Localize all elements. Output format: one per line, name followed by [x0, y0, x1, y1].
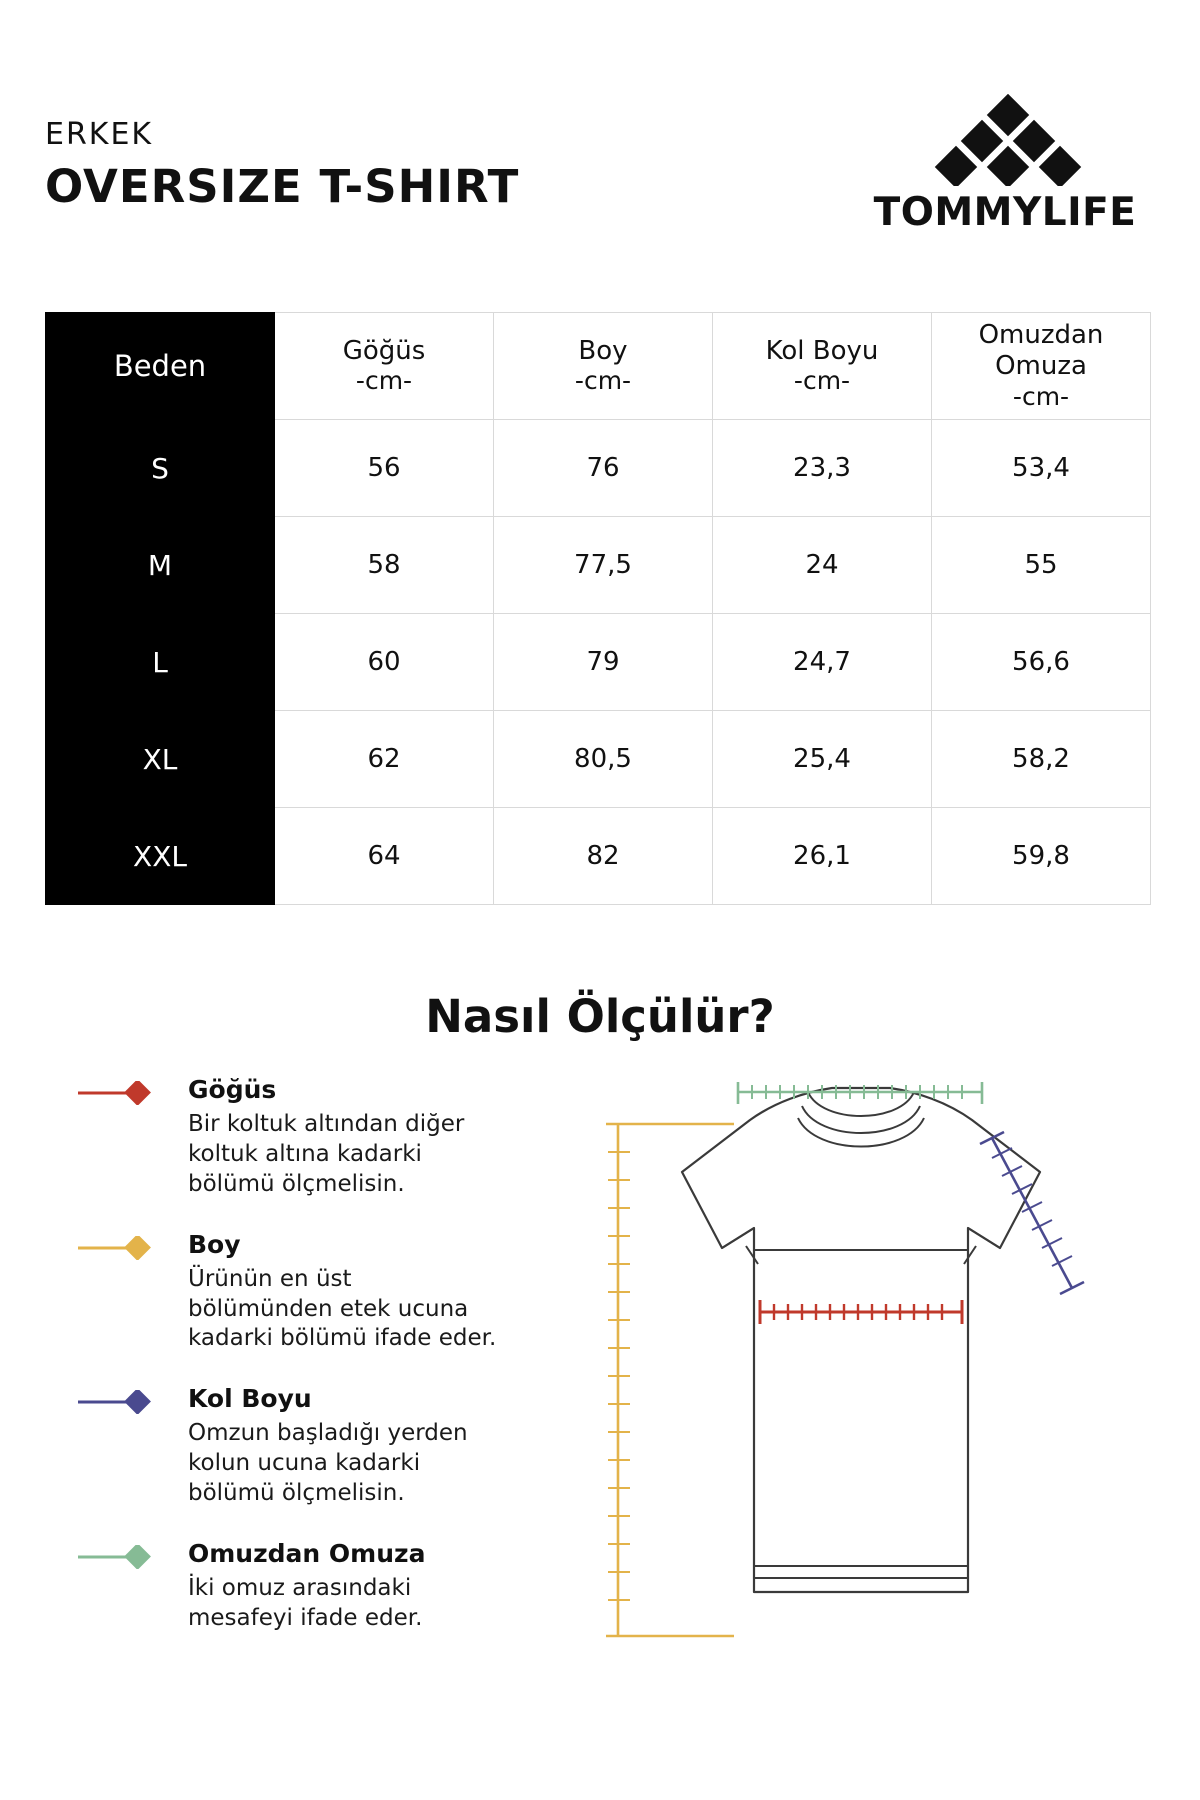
column-header-chest	[275, 313, 494, 420]
cell-length: 79	[494, 614, 713, 711]
product-title: OVERSIZE T-SHIRT	[45, 160, 520, 213]
cell-sleeve: 26,1	[713, 808, 932, 905]
cell-chest: 64	[275, 808, 494, 905]
legend-desc-shoulder: İki omuz arasındaki mesafeyi ifade eder.	[188, 1575, 423, 1631]
diamond-marker-icon	[78, 1236, 158, 1260]
column-header-size	[46, 313, 275, 420]
column-header-chest-label: Göğüs	[342, 335, 426, 366]
legend-item-sleeve	[78, 1384, 498, 1509]
cell-size: L	[46, 614, 275, 711]
table-row	[46, 711, 1151, 808]
table-row	[46, 808, 1151, 905]
legend-item-length	[78, 1230, 498, 1355]
diamond-marker-icon	[78, 1081, 158, 1105]
legend-item-shoulder	[78, 1539, 498, 1634]
size-table	[45, 312, 1151, 905]
cell-shoulder: 58,2	[932, 711, 1151, 808]
legend-desc-sleeve: Omzun başladığı yerden kolun ucuna kadarki bölümü ölçmelisin.	[188, 1420, 468, 1507]
column-header-sleeve-unit: -cm-	[793, 366, 851, 396]
cell-size: M	[46, 517, 275, 614]
cell-size: XL	[46, 711, 275, 808]
diamond-cluster-logo-icon	[855, 94, 1155, 186]
cell-shoulder: 56,6	[932, 614, 1151, 711]
cell-length: 80,5	[494, 711, 713, 808]
category-label: ERKEK	[45, 117, 154, 152]
cell-length: 76	[494, 420, 713, 517]
cell-shoulder: 59,8	[932, 808, 1151, 905]
legend-title-chest: Göğüs	[188, 1075, 277, 1104]
cell-chest: 60	[275, 614, 494, 711]
brand-block	[855, 94, 1155, 235]
column-header-size-label: Beden	[113, 348, 207, 383]
cell-size: XXL	[46, 808, 275, 905]
cell-sleeve: 25,4	[713, 711, 932, 808]
cell-length: 82	[494, 808, 713, 905]
cell-sleeve: 24,7	[713, 614, 932, 711]
cell-chest: 58	[275, 517, 494, 614]
column-header-length	[494, 313, 713, 420]
cell-chest: 56	[275, 420, 494, 517]
cell-shoulder: 55	[932, 517, 1151, 614]
measurement-legend	[78, 1075, 498, 1664]
legend-title-length: Boy	[188, 1229, 241, 1259]
page-title	[45, 118, 519, 213]
tshirt-measurement-diagram-icon	[560, 1080, 1160, 1700]
page-header	[45, 118, 1155, 263]
legend-title-shoulder: Omuzdan Omuza	[188, 1539, 426, 1569]
legend-desc-chest: Bir koltuk altından diğer koltuk altına kadarki bölümü ölçmelisin.	[188, 1111, 465, 1197]
table-row	[46, 420, 1151, 517]
howto-title: Nasıl Ölçülür?	[425, 990, 775, 1043]
cell-length: 77,5	[494, 517, 713, 614]
column-header-length-unit: -cm-	[574, 366, 632, 396]
cell-shoulder: 53,4	[932, 420, 1151, 517]
legend-title-sleeve: Kol Boyu	[188, 1384, 312, 1414]
cell-size: S	[46, 420, 275, 517]
cell-chest: 62	[275, 711, 494, 808]
legend-item-chest	[78, 1075, 498, 1200]
column-header-chest-unit: -cm-	[355, 366, 413, 396]
diamond-marker-icon	[78, 1545, 158, 1569]
table-header-row	[46, 313, 1151, 420]
column-header-length-label: Boy	[578, 335, 628, 366]
column-header-sleeve	[713, 313, 932, 420]
cell-sleeve: 24	[713, 517, 932, 614]
diamond-marker-icon	[78, 1390, 158, 1414]
table-row	[46, 517, 1151, 614]
column-header-sleeve-label: Kol Boyu	[765, 335, 879, 366]
column-header-shoulder	[932, 313, 1151, 420]
column-header-shoulder-label: Omuzdan Omuza	[978, 320, 1104, 381]
cell-sleeve: 23,3	[713, 420, 932, 517]
table-row	[46, 614, 1151, 711]
brand-name: TOMMYLIFE	[873, 190, 1137, 235]
column-header-shoulder-unit: -cm-	[1012, 381, 1070, 411]
legend-desc-length: Ürünün en üst bölümünden etek ucuna kadarki bölümü ifade eder.	[188, 1265, 497, 1352]
